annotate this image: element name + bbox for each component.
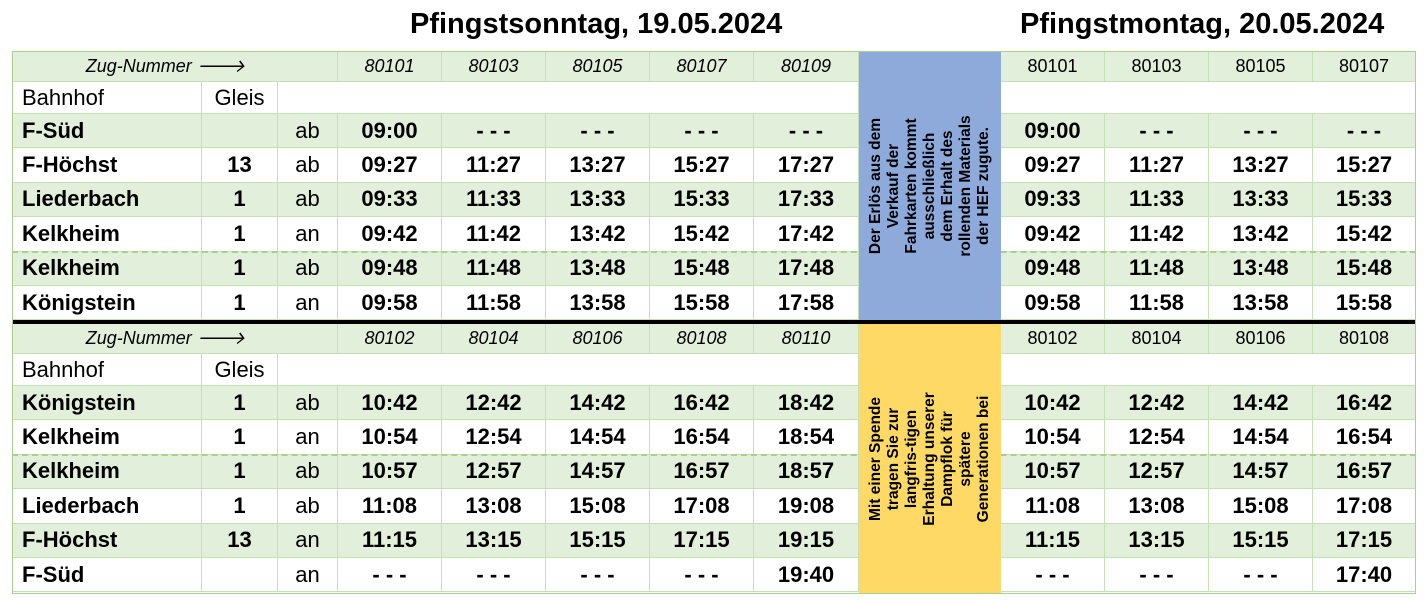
time-cell: 15:27 [650,148,754,182]
time-cell: 14:57 [546,455,650,489]
time-cell: 14:42 [1209,386,1313,420]
time-cell: 13:48 [546,252,650,286]
time-cell: 09:48 [1001,252,1105,286]
station-name: F-Süd [12,114,202,148]
train-number: 80107 [650,52,754,82]
platform-number [202,558,278,592]
time-cell: 13:08 [1105,489,1209,523]
time-cell: 10:42 [1001,386,1105,420]
train-number: 80105 [1209,52,1313,82]
time-cell: 13:15 [442,524,546,558]
station-name: F-Süd [12,558,202,592]
header-blank [1001,354,1416,386]
time-cell: 14:42 [546,386,650,420]
time-cell: 11:08 [1001,489,1105,523]
time-cell: 13:42 [1209,217,1313,251]
time-cell: - - - [650,558,754,592]
time-cell: 15:58 [1313,286,1416,320]
time-cell: - - - [546,114,650,148]
time-cell: 09:58 [1001,286,1105,320]
direction: ab [278,114,338,148]
transfer-separator [12,251,1416,253]
time-cell: 12:54 [442,420,546,454]
time-cell: 12:42 [442,386,546,420]
train-number: 80106 [546,324,650,354]
column-header-gleis: Gleis [202,354,278,386]
time-cell: 15:15 [1209,524,1313,558]
time-cell: 15:33 [650,183,754,217]
time-cell: 13:33 [1209,183,1313,217]
time-cell: 12:57 [1105,455,1209,489]
time-cell: 18:42 [754,386,859,420]
time-cell: 09:33 [338,183,442,217]
time-cell: 09:42 [338,217,442,251]
time-cell: 15:42 [1313,217,1416,251]
time-cell: 15:33 [1313,183,1416,217]
time-cell: 17:42 [754,217,859,251]
platform-number: 1 [202,286,278,320]
time-cell: 19:40 [754,558,859,592]
time-cell: 15:58 [650,286,754,320]
train-number: 80107 [1313,52,1416,82]
time-cell: 11:33 [1105,183,1209,217]
title-sunday: Pfingstsonntag, 19.05.2024 [410,8,783,40]
platform-number: 1 [202,489,278,523]
train-number: 80108 [1313,324,1416,354]
time-cell: - - - [442,114,546,148]
platform-number: 1 [202,455,278,489]
direction: ab [278,252,338,286]
zug-nummer-label: Zug-Nummer 🡒 [12,324,338,354]
platform-number: 1 [202,183,278,217]
time-cell: 11:27 [442,148,546,182]
platform-number: 1 [202,386,278,420]
time-cell: 16:54 [650,420,754,454]
direction: an [278,524,338,558]
note-donation [859,324,1001,593]
time-cell: 10:54 [1001,420,1105,454]
note-revenue [859,52,1001,320]
time-cell: 17:33 [754,183,859,217]
time-cell: 13:58 [546,286,650,320]
time-cell: 11:27 [1105,148,1209,182]
zug-nummer-label: Zug-Nummer 🡒 [12,52,338,82]
time-cell: 11:58 [1105,286,1209,320]
time-cell: 15:48 [650,252,754,286]
direction: ab [278,386,338,420]
time-cell: - - - [754,114,859,148]
time-cell: 14:54 [546,420,650,454]
time-cell: 11:42 [442,217,546,251]
time-cell: 13:27 [1209,148,1313,182]
time-cell: 09:27 [1001,148,1105,182]
time-cell: 19:15 [754,524,859,558]
time-cell: 16:57 [650,455,754,489]
time-cell: 11:15 [1001,524,1105,558]
train-number: 80104 [1105,324,1209,354]
station-name: Kelkheim [12,217,202,251]
time-cell: 14:57 [1209,455,1313,489]
station-name: Liederbach [12,489,202,523]
time-cell: 13:15 [1105,524,1209,558]
time-cell: 09:33 [1001,183,1105,217]
note-donation-text: Mit einer Spende tragen Sie zur langfris-tigen Erhaltung unserer Dampflok für spätere Generationen bei [867,391,992,526]
time-cell: - - - [442,558,546,592]
station-name: F-Höchst [12,148,202,182]
time-cell: 15:08 [546,489,650,523]
direction: an [278,420,338,454]
time-cell: - - - [1001,558,1105,592]
time-cell: 13:58 [1209,286,1313,320]
time-cell: 18:57 [754,455,859,489]
time-cell: 12:57 [442,455,546,489]
title-monday: Pfingstmontag, 20.05.2024 [1020,8,1385,40]
train-number: 80109 [754,52,859,82]
column-header-gleis: Gleis [202,82,278,114]
direction: ab [278,148,338,182]
train-number: 80105 [546,52,650,82]
time-cell: 13:42 [546,217,650,251]
time-cell: 18:54 [754,420,859,454]
train-number: 80101 [338,52,442,82]
time-cell: - - - [1209,558,1313,592]
time-cell: 10:57 [338,455,442,489]
time-cell: 16:42 [1313,386,1416,420]
time-cell: 13:33 [546,183,650,217]
time-cell: 17:27 [754,148,859,182]
note-revenue-text: Der Erlös aus dem Verkauf der Fahrkarten kommt ausschließlich dem Erhalt des rollenden Materials der HEF zugute. [867,115,992,257]
train-number: 80102 [1001,324,1105,354]
train-number: 80108 [650,324,754,354]
time-cell: - - - [650,114,754,148]
time-cell: 15:15 [546,524,650,558]
station-name: Königstein [12,386,202,420]
time-cell: 15:42 [650,217,754,251]
time-cell: 11:48 [1105,252,1209,286]
time-cell: - - - [1105,558,1209,592]
time-cell: 17:08 [1313,489,1416,523]
direction: ab [278,183,338,217]
time-cell: 16:42 [650,386,754,420]
section-separator [12,320,1416,324]
time-cell: 10:57 [1001,455,1105,489]
train-number: 80103 [442,52,546,82]
time-cell: 09:58 [338,286,442,320]
station-name: Königstein [12,286,202,320]
time-cell: 13:48 [1209,252,1313,286]
time-cell: 16:57 [1313,455,1416,489]
station-name: Kelkheim [12,455,202,489]
time-cell: - - - [1105,114,1209,148]
time-cell: 09:00 [338,114,442,148]
time-cell: 17:15 [650,524,754,558]
train-number: 80103 [1105,52,1209,82]
time-cell: 14:54 [1209,420,1313,454]
platform-number: 13 [202,524,278,558]
direction: an [278,217,338,251]
direction: an [278,286,338,320]
header-blank [278,82,859,114]
train-number: 80102 [338,324,442,354]
time-cell: 19:08 [754,489,859,523]
time-cell: 10:54 [338,420,442,454]
time-cell: 11:33 [442,183,546,217]
time-cell: 17:58 [754,286,859,320]
time-cell: 15:48 [1313,252,1416,286]
time-cell: 12:42 [1105,386,1209,420]
train-number: 80106 [1209,324,1313,354]
platform-number: 1 [202,252,278,286]
train-number: 80110 [754,324,859,354]
time-cell: 16:54 [1313,420,1416,454]
time-cell: 11:08 [338,489,442,523]
time-cell: 17:40 [1313,558,1416,592]
time-cell: 11:15 [338,524,442,558]
transfer-separator [12,454,1416,456]
station-name: Liederbach [12,183,202,217]
column-header-bahnhof: Bahnhof [12,354,202,386]
platform-number: 13 [202,148,278,182]
platform-number: 1 [202,217,278,251]
direction: ab [278,489,338,523]
time-cell: 11:42 [1105,217,1209,251]
time-cell: 13:08 [442,489,546,523]
station-name: Kelkheim [12,420,202,454]
time-cell: - - - [1313,114,1416,148]
time-cell: 09:42 [1001,217,1105,251]
header-blank [1001,82,1416,114]
time-cell: 11:58 [442,286,546,320]
time-cell: 17:15 [1313,524,1416,558]
direction: an [278,558,338,592]
time-cell: 09:00 [1001,114,1105,148]
time-cell: 13:27 [546,148,650,182]
platform-number: 1 [202,420,278,454]
platform-number [202,114,278,148]
time-cell: 09:27 [338,148,442,182]
direction: ab [278,455,338,489]
time-cell: - - - [546,558,650,592]
time-cell: 10:42 [338,386,442,420]
time-cell: 12:54 [1105,420,1209,454]
time-cell: 11:48 [442,252,546,286]
time-cell: - - - [338,558,442,592]
time-cell: 15:27 [1313,148,1416,182]
train-number: 80101 [1001,52,1105,82]
column-header-bahnhof: Bahnhof [12,82,202,114]
time-cell: - - - [1209,114,1313,148]
station-name: Kelkheim [12,252,202,286]
train-number: 80104 [442,324,546,354]
time-cell: 09:48 [338,252,442,286]
time-cell: 17:08 [650,489,754,523]
header-blank [278,354,859,386]
time-cell: 17:48 [754,252,859,286]
time-cell: 15:08 [1209,489,1313,523]
station-name: F-Höchst [12,524,202,558]
